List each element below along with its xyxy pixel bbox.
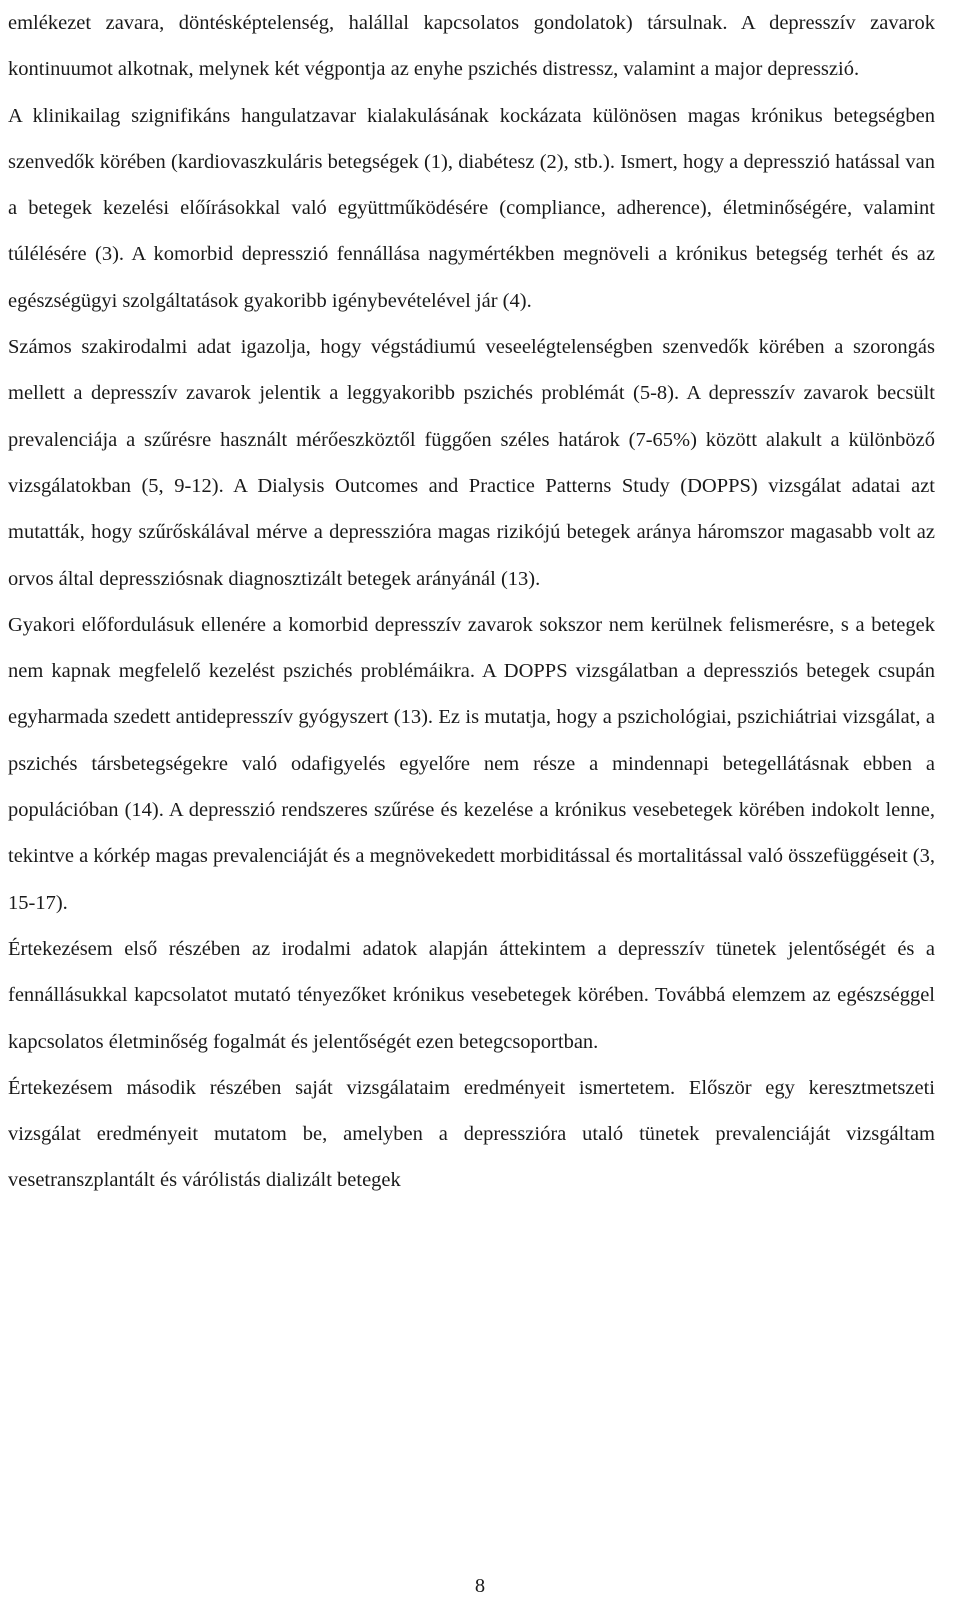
paragraph-2: A klinikailag szignifikáns hangulatzavar kialakulásának kockázata különösen magas krónikus betegségben szenvedők körében (kardiovaszkuláris betegségek (1), diabétesz (2), stb.). Ismert, hogy a depresszió hatással van a betegek kezelési előírásokkal való együttműködésére (compliance, adherence), életminőségére, valamint túlélésére (3). A komorbid depresszió fennállása nagymértékben megnöveli a krónikus betegség terhét és az egészségügyi szolgáltatások gyakoribb igénybevételével jár (4). — [8, 104, 935, 312]
page-number: 8 — [474, 1575, 486, 1597]
paragraph-5: Értekezésem első részében az irodalmi adatok alapján áttekintem a depresszív tünetek jelentőségét és a fennállásukkal kapcsolatot mutató tényezőket krónikus vesebetegek körében. Továbbá elemzem az egészséggel kapcsolatos életminőség fogalmát és jelentőségét ezen betegcsoportban. — [8, 937, 935, 1053]
paragraph-1: emlékezet zavara, döntésképtelenség, halállal kapcsolatos gondolatok) társulnak. A depresszív zavarok kontinuumot alkotnak, melynek két végpontja az enyhe pszichés distressz, valamint a major depresszió. — [8, 12, 935, 81]
document-page — [8, 0, 935, 1204]
paragraph-3: Számos szakirodalmi adat igazolja, hogy végstádiumú veseelégtelenségben szenvedők körében a szorongás mellett a depresszív zavarok jelentik a leggyakoribb pszichés problémát (5-8). A depresszív zavarok becsült prevalenciája a szűrésre használt mérőeszköztől függően széles határok (7-65%) között alakult a különböző vizsgálatokban (5, 9-12). A Dialysis Outcomes and Practice Patterns Study (DOPPS) vizsgálat adatai azt mutatták, hogy szűrőskálával mérve a depresszióra magas rizikójú betegek aránya háromszor magasabb volt az orvos által depressziósnak diagnosztizált betegek arányánál (13). — [8, 336, 935, 590]
paragraph-4: Gyakori előfordulásuk ellenére a komorbid depresszív zavarok sokszor nem kerülnek felismerésre, s a betegek nem kapnak megfelelő kezelést pszichés problémáikra. A DOPPS vizsgálatban a depressziós betegek csupán egyharmada szedett antidepresszív gyógyszert (13). Ez is mutatja, hogy a pszichológiai, pszichiátriai vizsgálat, a pszichés társbetegségekre való odafigyelés egyelőre nem része a mindennapi betegellátásnak ebben a populációban (14). A depresszió rendszeres szűrése és kezelése a krónikus vesebetegek körében indokolt lenne, tekintve a kórkép magas prevalenciáját és a megnövekedett morbiditással és mortalitással való összefüggéseit (3, 15-17). — [8, 613, 935, 914]
paragraph-6: Értekezésem második részében saját vizsgálataim eredményeit ismertetem. Először egy keresztmetszeti vizsgálat eredményeit mutatom be, amelyben a depresszióra utaló tünetek prevalenciáját vizsgáltam vesetranszplantált és várólistás dializált betegek — [8, 1076, 935, 1192]
